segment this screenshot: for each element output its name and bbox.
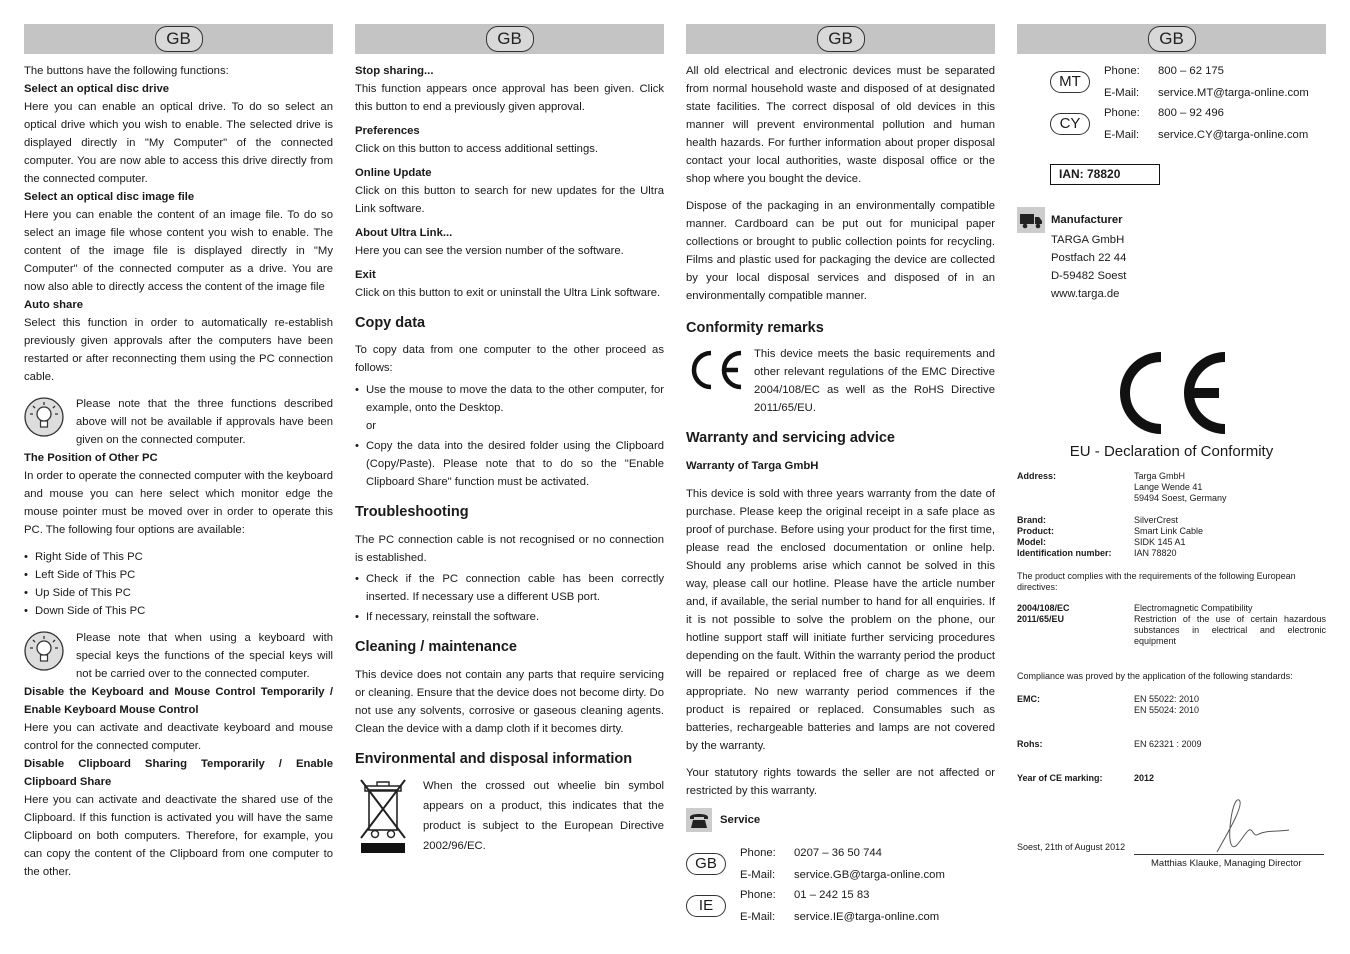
note-text: Please note that the three functions described above will not be available if approvals have been given on the connected computer.	[76, 398, 333, 446]
email-label: E-Mail:	[1104, 129, 1140, 141]
column-1	[24, 24, 333, 881]
manufacturer-title: Manufacturer	[1051, 214, 1123, 226]
section-text: Here you can enable the content of an image file. To do so select an image file whose content you wish to enable. The content of the image file is displayed directly in "My Computer" of the connected computer as a drive. You are now also able to directly access the content of the image file	[24, 209, 333, 293]
list-item: • Right Side of This PC	[24, 548, 333, 566]
email-address[interactable]: service.CY@targa-online.com	[1158, 129, 1309, 141]
section-title: Disable Clipboard Sharing Temporarily / Enable Clipboard Share	[24, 758, 333, 788]
phone-label: Phone:	[1104, 107, 1140, 119]
standard: EN 55022: 2010	[1134, 694, 1200, 704]
language-badge: GB	[155, 26, 203, 52]
email-address[interactable]: service.MT@targa-online.com	[1158, 87, 1309, 99]
list-item: • Copy the data into the desired folder using the Clipboard (Copy/Paste). Please note that to do so the "Enable Clipboard Share" function must be activated.	[355, 437, 664, 491]
phone-label: Phone:	[740, 847, 776, 859]
lightbulb-icon	[24, 631, 64, 671]
section-text: To copy data from one computer to the other proceed as follows:	[355, 344, 664, 374]
field-label: Model:	[1017, 537, 1046, 547]
manufacturer-line: Postfach 22 44	[1051, 252, 1127, 264]
section-text: This function appears once approval has been given. Click this button to end a previously given approval.	[355, 83, 664, 113]
email-label: E-Mail:	[740, 869, 776, 881]
language-banner	[686, 24, 995, 54]
section-text: Here you can see the version number of the software.	[355, 245, 624, 257]
manufacturer-info	[1051, 207, 1126, 303]
section-text: When the crossed out wheelie bin symbol appears on a product, this indicates that the product is subject to the European Directive 2002/96/EC.	[423, 780, 664, 852]
declaration-title: EU - Declaration of Conformity	[1069, 443, 1274, 460]
field-label: Identification number:	[1017, 548, 1112, 558]
field-label: Year of CE marking:	[1017, 773, 1103, 783]
telephone-icon	[686, 808, 712, 832]
field-value: Smart Link Cable	[1134, 526, 1204, 536]
compliance-text: Compliance was proved by the application of the following standards:	[1017, 671, 1293, 681]
language-banner	[355, 24, 664, 54]
address-line: 59494 Soest, Germany	[1134, 493, 1227, 503]
list-item: • Left Side of This PC	[24, 566, 333, 584]
section-text: Here you can enable an optical drive. To do so select an optical drive which you wish to enable. The selected drive is displayed directly in "My Computer" of the connected computer. You are now able to access this drive directly from the connected computer.	[24, 101, 333, 185]
language-badge: GB	[486, 26, 534, 52]
section-text: In order to operate the connected computer with the keyboard and mouse you can here select which monitor edge the mouse pointer must be moved over in order to operate this PC. The following four options are available:	[24, 470, 333, 536]
field-label: Address:	[1017, 471, 1057, 481]
country-contact-gb	[686, 844, 995, 884]
column-4	[1017, 24, 1326, 876]
section-text: Click on this button to exit or uninstall the Ultra Link software.	[355, 287, 661, 299]
standard: EN 62321 : 2009	[1134, 739, 1202, 749]
signature-block	[1017, 794, 1326, 876]
section-title: Disable the Keyboard and Mouse Control Temporarily / Enable Keyboard Mouse Control	[24, 686, 333, 716]
directive-code: 2004/108/EC	[1017, 603, 1070, 613]
field-label: Brand:	[1017, 515, 1046, 525]
section-title: Preferences	[355, 125, 420, 137]
section-title: Exit	[355, 269, 376, 281]
phone-label: Phone:	[740, 889, 776, 901]
section-title: The Position of Other PC	[24, 452, 158, 464]
manufacturer-block	[1017, 207, 1326, 303]
email-label: E-Mail:	[740, 911, 776, 923]
email-address[interactable]: service.IE@targa-online.com	[794, 911, 940, 923]
field-value: 2012	[1134, 773, 1155, 783]
directive-code: 2011/65/EU	[1017, 614, 1065, 624]
section-title: About Ultra Link...	[355, 227, 453, 239]
manufacturer-website[interactable]: www.targa.de	[1051, 288, 1120, 300]
country-badge: GB	[686, 853, 726, 875]
lightbulb-icon	[24, 397, 64, 437]
section-text: This device is sold with three years warranty from the date of purchase. Please keep the original receipt in a safe place as proof of purchase. Before using your product for the first time, please read the enclosed documentation or online help. Should any problems arise which cannot be solved in this way, please call our hotline. Please have the article number and, if available, the serial number to hand for all enquiries. If it is not possible to solve the problem on the phone, our hotline support staff will initiate further servicing procedures depending on the fault. Within the warranty period the product will be repaired or replaced free of charge as we deem appropriate. No new warranty period commences if the product is repaired or replaced. Consumables such as batteries, rechargeable batteries and lamps are not covered by the warranty.	[686, 488, 995, 752]
field-value: IAN 78820	[1134, 548, 1177, 558]
phone-number: 800 – 62 175	[1158, 65, 1224, 77]
heading: Copy data	[355, 315, 426, 331]
service-contacts	[686, 844, 995, 926]
signer-name: Matthias Klauke, Managing Director	[1151, 858, 1302, 869]
phone-number: 0207 – 36 50 744	[794, 847, 882, 859]
country-badge: MT	[1050, 71, 1090, 93]
field-label: Rohs:	[1017, 739, 1043, 749]
address-line: Lange Wende 41	[1134, 482, 1203, 492]
phone-label: Phone:	[1104, 65, 1140, 77]
directive-desc: Restriction of the use of certain hazardous substances in electrical and electronic equipment	[1134, 614, 1326, 646]
section-text: Click on this button to search for new updates for the Ultra Link software.	[355, 185, 664, 215]
note-box	[355, 776, 664, 856]
country-contact-mt	[1050, 62, 1326, 102]
standard: EN 55024: 2010	[1134, 705, 1200, 715]
intro-text: The buttons have the following functions:	[24, 65, 229, 77]
conformity-box	[686, 345, 995, 417]
column-2	[355, 24, 664, 856]
language-banner	[24, 24, 333, 54]
directive-desc: Electromagnetic Compatibility	[1134, 603, 1253, 613]
manufacturer-line: D-59482 Soest	[1051, 270, 1127, 282]
language-banner	[1017, 24, 1326, 54]
heading: Cleaning / maintenance	[355, 639, 517, 655]
section-text: Select this function in order to automatically re-establish previously given approvals after the computers have been restarted or after reconnecting them using the PC connection cable.	[24, 317, 333, 383]
section-text: Your statutory rights towards the seller are not affected or restricted by this warranty.	[686, 767, 995, 797]
field-value: SIDK 145 A1	[1134, 537, 1186, 547]
options-list	[24, 548, 333, 620]
section-title: Online Update	[355, 167, 432, 179]
heading: Troubleshooting	[355, 504, 469, 520]
language-badge: GB	[817, 26, 865, 52]
list-item: • Use the mouse to move the data to the other computer, for example, onto the Desktop.	[355, 381, 664, 417]
section-text: All old electrical and electronic devices must be separated from normal household waste and disposed of at designated state facilities. The correct disposal of old devices in this manner will prevent environmental pollution and human health hazards. For further information about proper disposal contact your local authorities, waste disposal office or the shop where you bought the device.	[686, 65, 995, 185]
section-text: This device meets the basic requirements and other relevant regulations of the EMC Directive 2004/108/EC as well as the RoHS Directive 2011/65/EU.	[754, 348, 995, 414]
field-value: SilverCrest	[1134, 515, 1179, 525]
country-badge: CY	[1050, 113, 1090, 135]
contact-grid	[1104, 104, 1308, 144]
contact-grid	[740, 844, 945, 884]
phone-number: 01 – 242 15 83	[794, 889, 870, 901]
country-contact-ie	[686, 886, 995, 926]
section-title: Stop sharing...	[355, 65, 434, 77]
signature-image	[1197, 794, 1307, 858]
section-title: Select an optical disc drive	[24, 83, 170, 95]
country-contact-cy	[1050, 104, 1326, 144]
declaration-body	[1017, 471, 1326, 784]
field-label: Product:	[1017, 526, 1054, 536]
subheading: Warranty of Targa GmbH	[686, 460, 819, 472]
country-badge: IE	[686, 895, 726, 917]
crossed-bin-icon	[355, 776, 411, 854]
section-text: This device does not contain any parts that require servicing or cleaning. Ensure that the device does not become dirty. Do not use any solvents, corrosive or gaseous cleaning agents. Clean the device with a damp cloth if it becomes dirty.	[355, 669, 664, 735]
heading: Environmental and disposal information	[355, 751, 633, 767]
complies-text: The product complies with the requirements of the following European directives:	[1017, 571, 1296, 592]
language-badge: GB	[1148, 26, 1196, 52]
phone-number: 800 – 92 496	[1158, 107, 1224, 119]
ce-mark-large	[1111, 351, 1231, 435]
note-box	[24, 629, 333, 683]
ce-mark-icon	[686, 345, 746, 395]
heading: Warranty and servicing advice	[686, 430, 895, 446]
list-item: • Down Side of This PC	[24, 602, 333, 620]
bullet-list	[355, 381, 664, 417]
section-text: Here you can activate and deactivate the shared use of the Clipboard. If this function is activated you will have the same Clipboard on both computers. Therefore, for example, you can copy the content of the Clipboard from one computer to the other.	[24, 794, 333, 878]
section-text: Dispose of the packaging in an environmentally compatible manner. Cardboard can be put out for municipal paper collections or brought to public collection points for recycling. Films and plastic used for packaging the device are collected by your local disposal services and disposed of in an environmentally compatible manner.	[686, 200, 995, 302]
manufacturer-line: TARGA GmbH	[1051, 234, 1125, 246]
bullet-list	[355, 570, 664, 626]
field-label: EMC:	[1017, 694, 1040, 704]
list-item: • If necessary, reinstall the software.	[355, 608, 664, 626]
contact-grid	[1104, 62, 1309, 102]
email-label: E-Mail:	[1104, 87, 1140, 99]
heading: Conformity remarks	[686, 320, 824, 336]
truck-icon	[1017, 207, 1045, 233]
section-text: Click on this button to access additional settings.	[355, 143, 599, 155]
service-header	[686, 808, 995, 832]
or-text: or	[366, 420, 377, 432]
service-contacts	[1050, 62, 1326, 144]
bullet-list	[355, 437, 664, 491]
section-text: The PC connection cable is not recognised or no connection is established.	[355, 534, 664, 564]
email-address[interactable]: service.GB@targa-online.com	[794, 869, 945, 881]
section-title: Select an optical disc image file	[24, 191, 195, 203]
list-item: • Up Side of This PC	[24, 584, 333, 602]
ian-box: IAN: 78820	[1050, 164, 1160, 185]
service-title: Service	[720, 814, 761, 826]
contact-grid	[740, 886, 939, 926]
place-date: Soest, 21th of August 2012	[1017, 842, 1126, 852]
list-item: • Check if the PC connection cable has been correctly inserted. If necessary use a different USB port.	[355, 570, 664, 606]
column-3	[686, 24, 995, 926]
section-title: Auto share	[24, 299, 84, 311]
note-text: Please note that when using a keyboard with special keys the functions of the special keys will not be carried over to the connected computer.	[76, 632, 333, 680]
address-line: Targa GmbH	[1134, 471, 1186, 481]
note-box	[24, 395, 333, 449]
section-text: Here you can activate and deactivate keyboard and mouse control for the connected computer.	[24, 722, 333, 752]
